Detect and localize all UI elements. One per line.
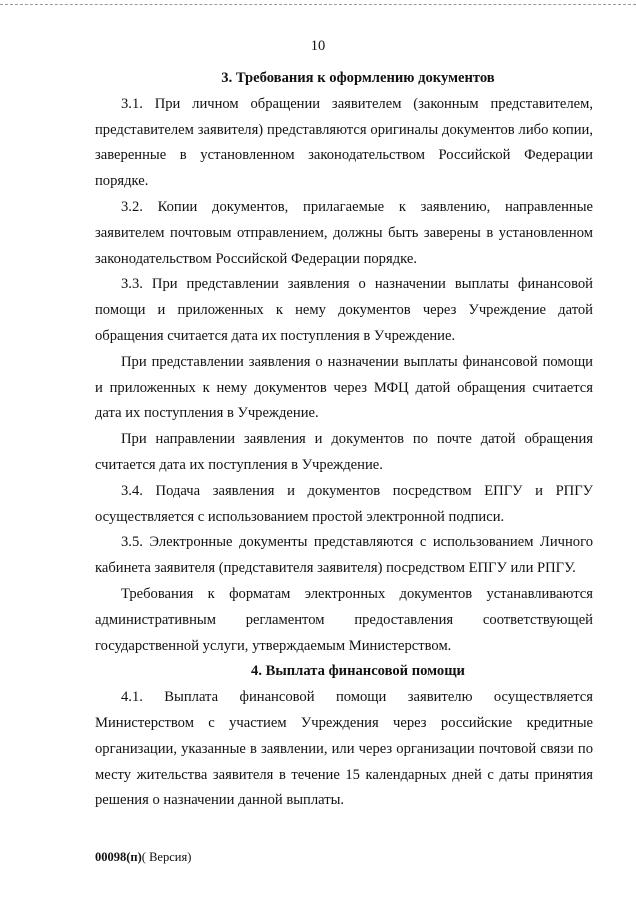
paragraph-3-5: 3.5. Электронные документы представляются с использованием Личного кабинета заявителя (представителя заявителя) посредством ЕПГУ или РПГУ. [95,534,593,577]
paragraph-3-3-mail: При направлении заявления и документов по почте датой обращения считается дата их поступления в Учреждение. [95,431,593,473]
document-footer [95,850,191,865]
paragraph-4-1: 4.1. Выплата финансовой помощи заявителю осуществляется Министерством с участием Учреждения через российские кредитные организации, указанные в заявлении, или через организации почтовой связи по месту жительства заявителя в течение 15 календарных дней с даты принятия решения о назначении данной выплаты. [95,689,593,809]
paragraph-3-3: 3.3. При представлении заявления о назначении выплаты финансовой помощи и приложенных к нему документов через Учреждение датой обращения считается дата их поступления в Учреждение. [95,276,593,344]
section-3-heading: 3. Требования к оформлению документов [221,70,495,86]
section-4-heading: 4. Выплата финансовой помощи [251,663,465,680]
paragraph-3-1: 3.1. При личном обращении заявителем (законным представителем, представителем заявителя) представляются оригиналы документов либо копии, заверенные в установленном законодательством Российской Федерации порядке. [95,95,593,190]
paragraph-3-3-mfc: При представлении заявления о назначении выплаты финансовой помощи и приложенных к нему документов через МФЦ датой обращения считается дата их поступления в Учреждение. [95,353,593,422]
document-body [95,66,593,814]
paragraph-3-2: 3.2. Копии документов, прилагаемые к заявлению, направленные заявителем почтовым отправлением, должны быть заверены в установленном законодательством Российской Федерации порядке. [95,198,593,267]
top-scan-rule [0,4,636,5]
page-number: 10 [310,38,326,54]
document-version: ( Версия) [141,850,192,864]
paragraph-3-5-formats: Требования к форматам электронных документов устанавливаются административным регламентом предоставления соответствующей государственной услуги, утверждаемым Министерством. [95,585,593,654]
paragraph-3-4: 3.4. Подача заявления и документов посредством ЕПГУ и РПГУ осуществляется с использованием простой электронной подписи. [95,482,593,525]
document-code: 00098(п) [95,850,142,864]
